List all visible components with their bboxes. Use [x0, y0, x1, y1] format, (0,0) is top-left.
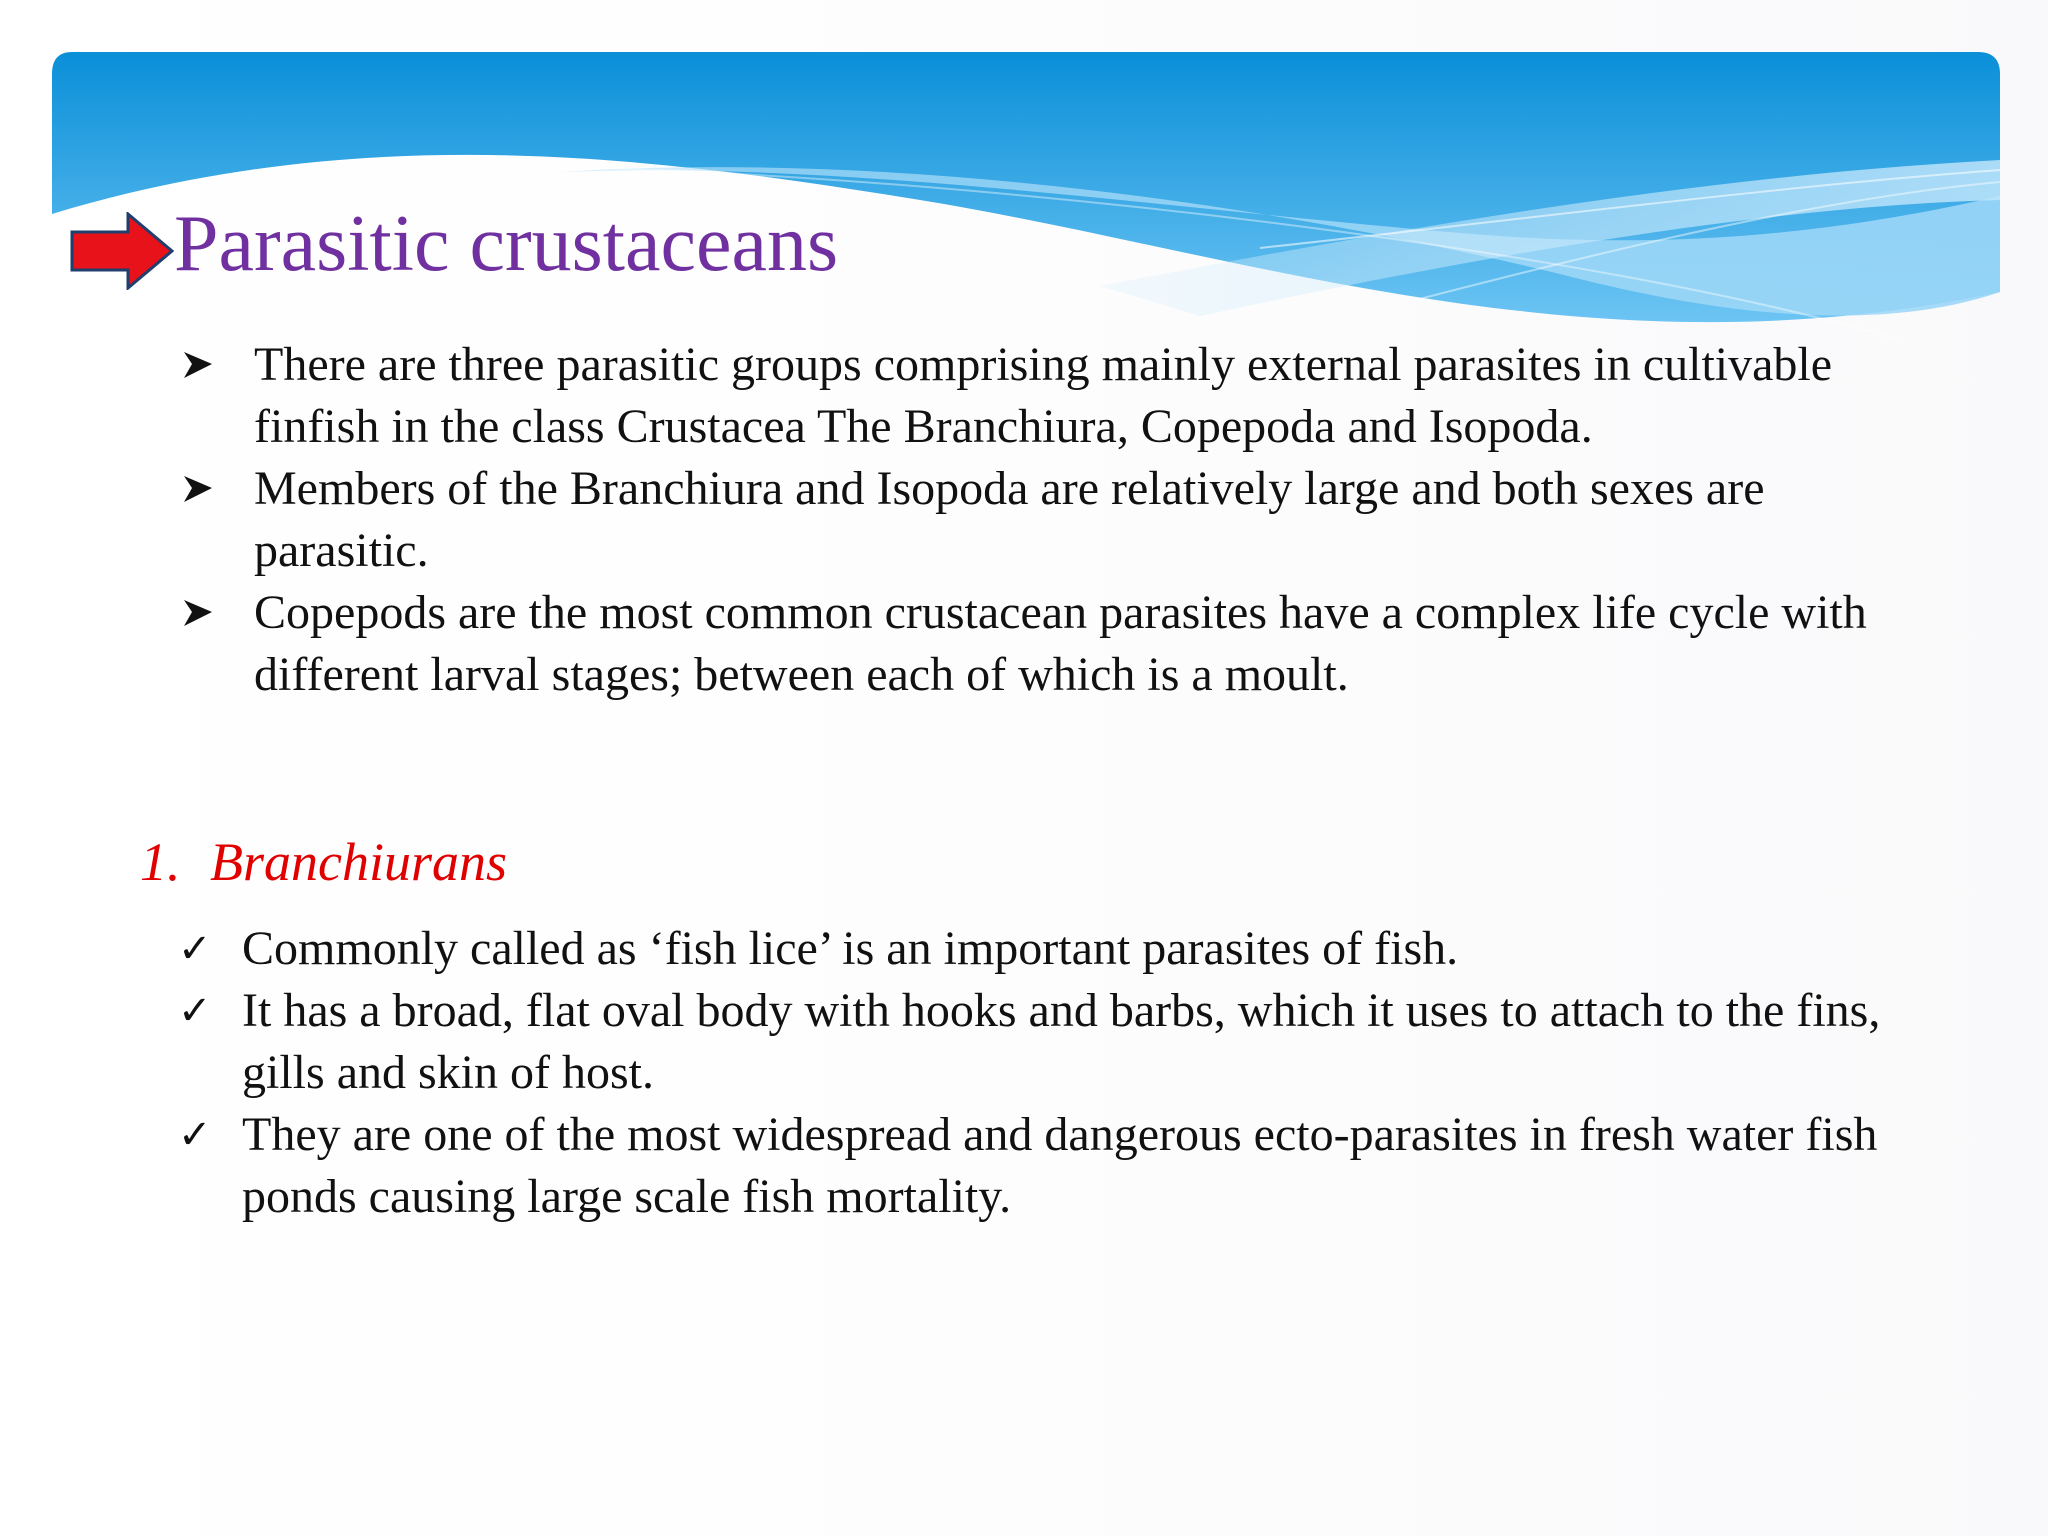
- arrowhead-bullet-icon: [178, 458, 218, 520]
- check-mark-icon: ✓: [178, 1112, 212, 1158]
- point-text: It has a broad, flat oval body with hooks and barbs, which it uses to attach to the fins, gills and skin of host.: [242, 984, 1881, 1099]
- slide-title: Parasitic crustaceans: [174, 200, 839, 288]
- bullet-text: Copepods are the most common crustacean parasites have a complex life cycle with different larval stages; between each of which is a moult.: [254, 586, 1867, 701]
- arrowhead-bullet-icon: [178, 334, 218, 396]
- list-item: [178, 458, 1918, 582]
- arrowhead-bullet-icon: [178, 582, 218, 644]
- check-mark-icon: ✓: [178, 988, 212, 1034]
- bullet-list: [178, 334, 1918, 706]
- section-title: Branchiurans: [210, 832, 507, 892]
- bullet-text: There are three parasitic groups comprising mainly external parasites in cultivable finfish in the class Crustacea The Branchiura, Copepoda and Isopoda.: [254, 338, 1833, 453]
- section-number: 1.: [140, 832, 181, 892]
- point-text: Commonly called as ‘fish lice’ is an important parasites of fish.: [242, 922, 1459, 975]
- wave-banner: [0, 0, 2048, 360]
- list-item: [178, 918, 1918, 980]
- check-list: [178, 918, 1918, 1228]
- bullet-text: Members of the Branchiura and Isopoda are relatively large and both sexes are parasitic.: [254, 462, 1765, 577]
- list-item: [178, 334, 1918, 458]
- list-item: [178, 1104, 1918, 1228]
- check-mark-icon: ✓: [178, 926, 212, 972]
- point-text: They are one of the most widespread and dangerous ecto-parasites in fresh water fish ponds causing large scale fish mortality.: [242, 1108, 1878, 1223]
- right-arrow-icon: [70, 212, 174, 290]
- section-heading: [140, 830, 507, 895]
- list-item: [178, 582, 1918, 706]
- list-item: [178, 980, 1918, 1104]
